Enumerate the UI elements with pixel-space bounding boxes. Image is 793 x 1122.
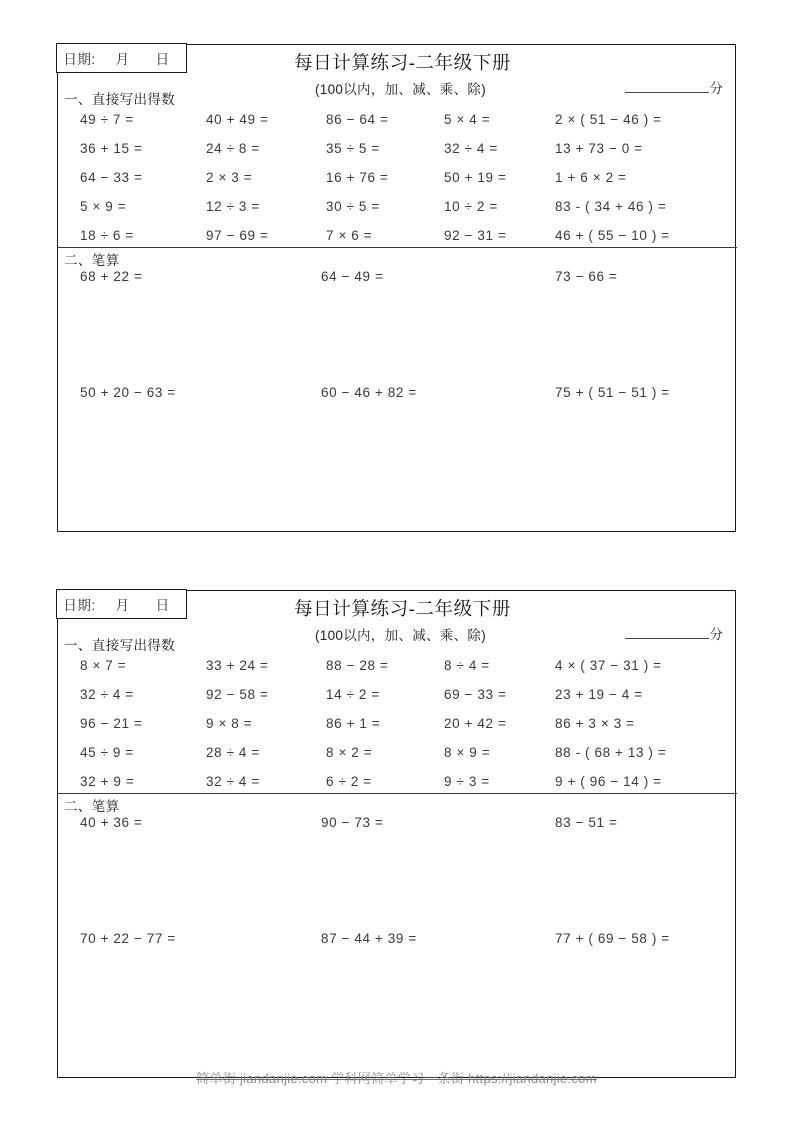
problem-item: 83 - ( 34 + 46 ) = [555,199,667,214]
written-problem-item: 70 + 22 − 77 = [80,931,176,946]
problem-row [58,165,737,194]
written-problem-item: 60 − 46 + 82 = [321,385,417,400]
problem-item: 50 + 19 = [444,170,507,185]
problem-item: 8 ÷ 4 = [444,658,490,673]
written-problem-item: 40 + 36 = [80,815,143,830]
page-title: 每日计算练习-二年级下册 [294,52,511,73]
problem-item: 9 × 8 = [206,716,253,731]
problem-row [58,740,737,769]
problem-item: 2 × 3 = [206,170,253,185]
problem-item: 13 + 73 − 0 = [555,141,643,156]
score-line-1[interactable] [625,77,724,97]
problem-item: 6 ÷ 2 = [326,774,372,789]
written-problem-item: 64 − 49 = [321,269,384,284]
problem-item: 4 × ( 37 − 31 ) = [555,658,662,673]
problem-row [58,682,737,711]
section-heading-written-2: 二、笔算 [64,799,120,814]
problem-item: 8 × 9 = [444,745,491,760]
worksheet-2 [57,590,736,1078]
problem-item: 88 - ( 68 + 13 ) = [555,745,667,760]
oral-problem-grid-2 [58,653,737,798]
problem-item: 49 ÷ 7 = [80,112,134,127]
problem-row [58,107,737,136]
written-problem-item: 50 + 20 − 63 = [80,385,176,400]
problem-item: 92 − 58 = [206,687,269,702]
written-row [58,931,737,1047]
problem-item: 86 + 3 × 3 = [555,716,635,731]
score-blank-rule[interactable] [625,92,709,93]
footer-watermark: 简单街 jiandanjie.com 学科网简单学习一条街 https://jiandanjie.com [196,1071,597,1086]
problem-item: 64 − 33 = [80,170,143,185]
date-day-unit: 日 [155,598,170,614]
problem-item: 35 ÷ 5 = [326,141,380,156]
written-problem-item: 87 − 44 + 39 = [321,931,417,946]
problem-item: 32 ÷ 4 = [80,687,134,702]
section-heading-oral-1: 一、直接写出得数 [64,92,176,107]
written-problem-item: 90 − 73 = [321,815,384,830]
problem-item: 8 × 2 = [326,745,373,760]
problem-item: 86 − 64 = [326,112,389,127]
date-box-1[interactable] [56,43,187,73]
problem-item: 33 + 24 = [206,658,269,673]
problem-row [58,194,737,223]
problem-item: 32 + 9 = [80,774,135,789]
problem-item: 24 ÷ 8 = [206,141,260,156]
problem-item: 28 ÷ 4 = [206,745,260,760]
date-label: 日期: [63,52,96,68]
problem-item: 46 + ( 55 − 10 ) = [555,228,670,243]
problem-item: 36 + 15 = [80,141,143,156]
page-subtitle: (100以内，加、减、乘、除) [314,81,486,97]
problem-item: 23 + 19 − 4 = [555,687,643,702]
written-problem-item: 68 + 22 = [80,269,143,284]
problem-item: 2 × ( 51 − 46 ) = [555,112,662,127]
score-blank-rule[interactable] [625,638,709,639]
problem-item: 86 + 1 = [326,716,381,731]
written-problem-block-1 [58,269,737,501]
problem-item: 97 − 69 = [206,228,269,243]
problem-item: 9 ÷ 3 = [444,774,490,789]
written-problem-item: 75 + ( 51 − 51 ) = [555,385,670,400]
date-label: 日期: [63,598,96,614]
score-unit-label: 分 [709,81,723,96]
date-day-unit: 日 [155,52,170,68]
score-unit-label: 分 [709,627,723,642]
problem-row [58,653,737,682]
written-row [58,385,737,501]
problem-item: 88 − 28 = [326,658,389,673]
section-divider-2 [58,793,737,794]
written-row [58,815,737,931]
problem-item: 12 ÷ 3 = [206,199,260,214]
oral-problem-grid-1 [58,107,737,252]
score-line-2[interactable] [625,623,724,643]
problem-row [58,711,737,740]
problem-item: 8 × 7 = [80,658,127,673]
date-month-unit: 月 [115,52,130,68]
problem-item: 10 ÷ 2 = [444,199,498,214]
problem-item: 16 + 76 = [326,170,389,185]
written-problem-item: 77 + ( 69 − 58 ) = [555,931,670,946]
problem-item: 96 − 21 = [80,716,143,731]
problem-item: 5 × 4 = [444,112,491,127]
problem-row [58,136,737,165]
section-heading-oral-2: 一、直接写出得数 [64,638,176,653]
problem-item: 9 + ( 96 − 14 ) = [555,774,662,789]
page-subtitle: (100以内，加、减、乘、除) [314,627,486,643]
problem-item: 45 ÷ 9 = [80,745,134,760]
written-problem-item: 73 − 66 = [555,269,618,284]
problem-item: 20 + 42 = [444,716,507,731]
written-problem-block-2 [58,815,737,1047]
problem-item: 5 × 9 = [80,199,127,214]
problem-item: 1 + 6 × 2 = [555,170,627,185]
problem-item: 18 ÷ 6 = [80,228,134,243]
problem-item: 32 ÷ 4 = [444,141,498,156]
problem-item: 92 − 31 = [444,228,507,243]
problem-item: 32 ÷ 4 = [206,774,260,789]
problem-item: 30 ÷ 5 = [326,199,380,214]
written-row [58,269,737,385]
worksheet-1 [57,44,736,532]
problem-item: 7 × 6 = [326,228,373,243]
date-month-unit: 月 [115,598,130,614]
section-divider-1 [58,247,737,248]
problem-item: 14 ÷ 2 = [326,687,380,702]
problem-item: 69 − 33 = [444,687,507,702]
problem-item: 40 + 49 = [206,112,269,127]
date-box-2[interactable] [56,589,187,619]
page-title: 每日计算练习-二年级下册 [294,598,511,619]
section-heading-written-1: 二、笔算 [64,253,120,268]
written-problem-item: 83 − 51 = [555,815,618,830]
